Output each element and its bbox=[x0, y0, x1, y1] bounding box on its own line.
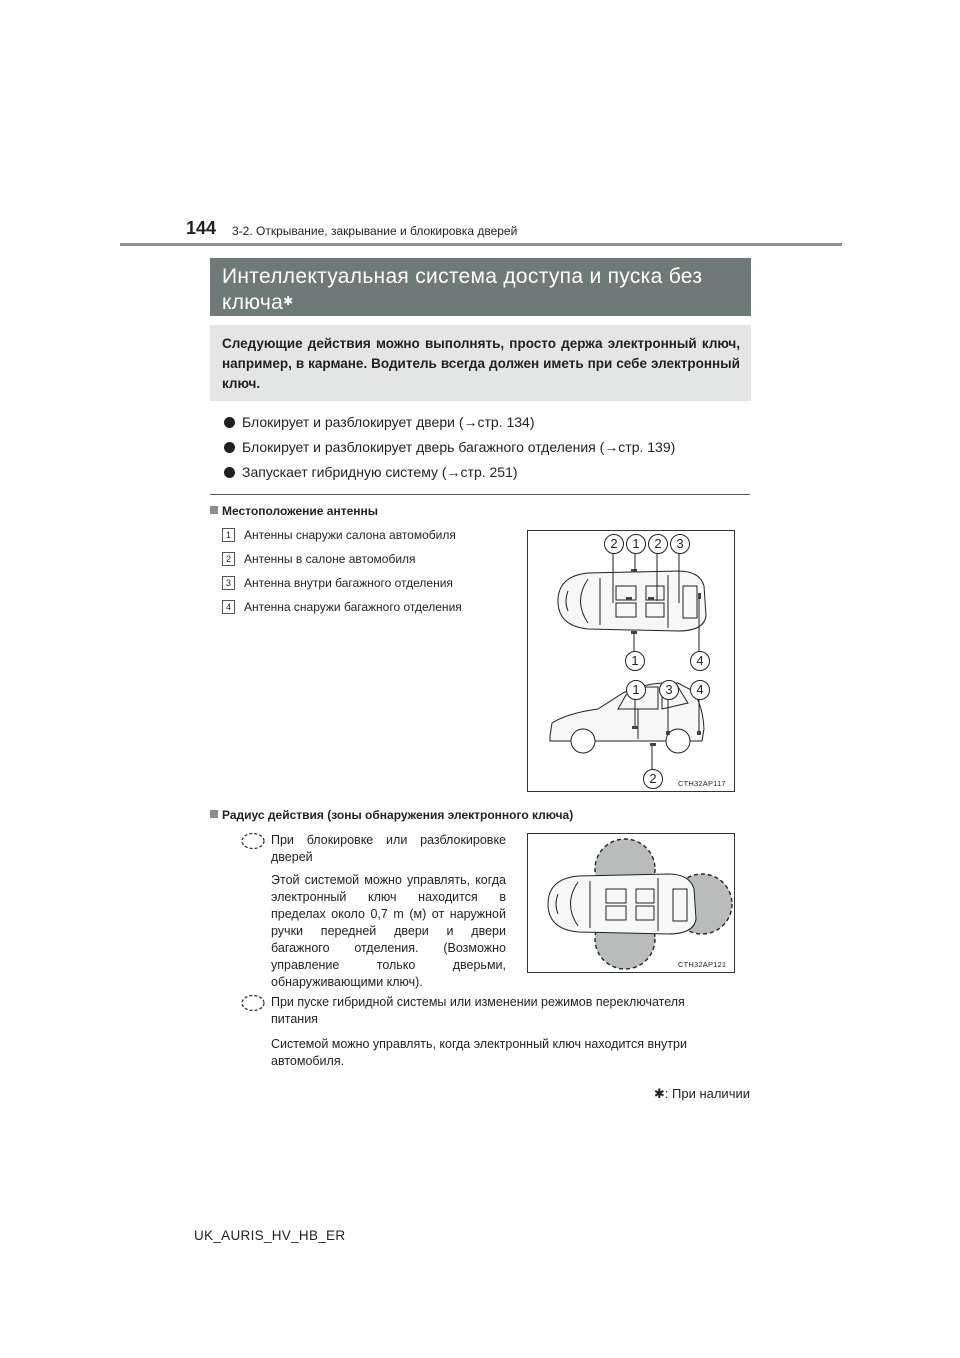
document-code: UK_AURIS_HV_HB_ER bbox=[194, 1228, 346, 1243]
antenna-item: 4 Антенна снаружи багажного отделения bbox=[222, 600, 512, 615]
running-head: 3-2. Открывание, закрывание и блокировка дверей bbox=[232, 224, 518, 238]
callout-number: 2 bbox=[648, 534, 668, 554]
antenna-item: 2 Антенны в салоне автомобиля bbox=[222, 552, 512, 567]
header-rule bbox=[120, 243, 842, 246]
feature-list bbox=[222, 410, 752, 485]
item-number: 2 bbox=[222, 552, 235, 566]
page-number: 144 bbox=[186, 218, 217, 238]
list-item: Запускает гибридную систему (→стр. 251) bbox=[222, 460, 752, 485]
section-title-box bbox=[210, 258, 751, 316]
callout-number: 1 bbox=[626, 680, 646, 700]
antenna-heading: Местоположение антенны bbox=[210, 504, 378, 518]
antenna-item: 1 Антенны снаружи салона автомобиля bbox=[222, 528, 512, 543]
dashed-zone-icon bbox=[240, 832, 266, 850]
callout-number: 3 bbox=[659, 680, 679, 700]
asterisk-mark: ✱ bbox=[283, 294, 294, 308]
square-bullet-icon bbox=[210, 506, 218, 514]
callout-number: 4 bbox=[690, 680, 710, 700]
zone2-title: При пуске гибридной системы или изменении режимов переключателя питания bbox=[271, 995, 685, 1026]
callout-number: 2 bbox=[604, 534, 624, 554]
callout-number: 2 bbox=[643, 769, 663, 789]
list-item: Блокирует и разблокирует двери (→стр. 134) bbox=[222, 410, 752, 435]
figure-code: CTH32AP121 bbox=[678, 960, 727, 969]
item-number: 3 bbox=[222, 576, 235, 590]
callout-number: 4 bbox=[690, 651, 710, 671]
item-number: 4 bbox=[222, 600, 235, 614]
item-number: 1 bbox=[222, 528, 235, 542]
list-item: Блокирует и разблокирует дверь багажного отделения (→стр. 139) bbox=[222, 435, 752, 460]
callout-number: 1 bbox=[626, 534, 646, 554]
range-heading: Радиус действия (зоны обнаружения электронного ключа) bbox=[210, 808, 573, 822]
detection-zone-illustration bbox=[528, 834, 734, 972]
section-divider bbox=[210, 494, 750, 495]
footnote: ✱: При наличии bbox=[653, 1086, 750, 1101]
callout-number: 1 bbox=[625, 651, 645, 671]
zone1-text: Этой системой можно управлять, когда электронный ключ находится в пределах около 0,7 m (м) от наружной ручки передней двери и двери багажного отделения. (Возможно управление только дверьми, обнаруживающими ключ). bbox=[271, 873, 506, 989]
callout-number: 3 bbox=[670, 534, 690, 554]
figure-code: CTH32AP117 bbox=[678, 779, 726, 788]
intro-box bbox=[210, 325, 751, 401]
dashed-zone-icon bbox=[240, 994, 266, 1012]
section-title: Интеллектуальная система доступа и пуска без ключа✱ bbox=[222, 265, 703, 314]
antenna-item: 3 Антенна внутри багажного отделения bbox=[222, 576, 512, 591]
zone2-text: Системой можно управлять, когда электронный ключ находится внутри автомобиля. bbox=[271, 1037, 687, 1068]
detection-zone-figure bbox=[527, 833, 735, 973]
square-bullet-icon bbox=[210, 810, 218, 818]
zone1-title: При блокировке или разблокировке дверей bbox=[271, 833, 506, 864]
intro-text: Следующие действия можно выполнять, просто держа электронный ключ, например, в кармане. Водитель всегда должен иметь при себе электронный ключ. bbox=[222, 336, 740, 391]
antenna-location-figure bbox=[527, 530, 735, 792]
